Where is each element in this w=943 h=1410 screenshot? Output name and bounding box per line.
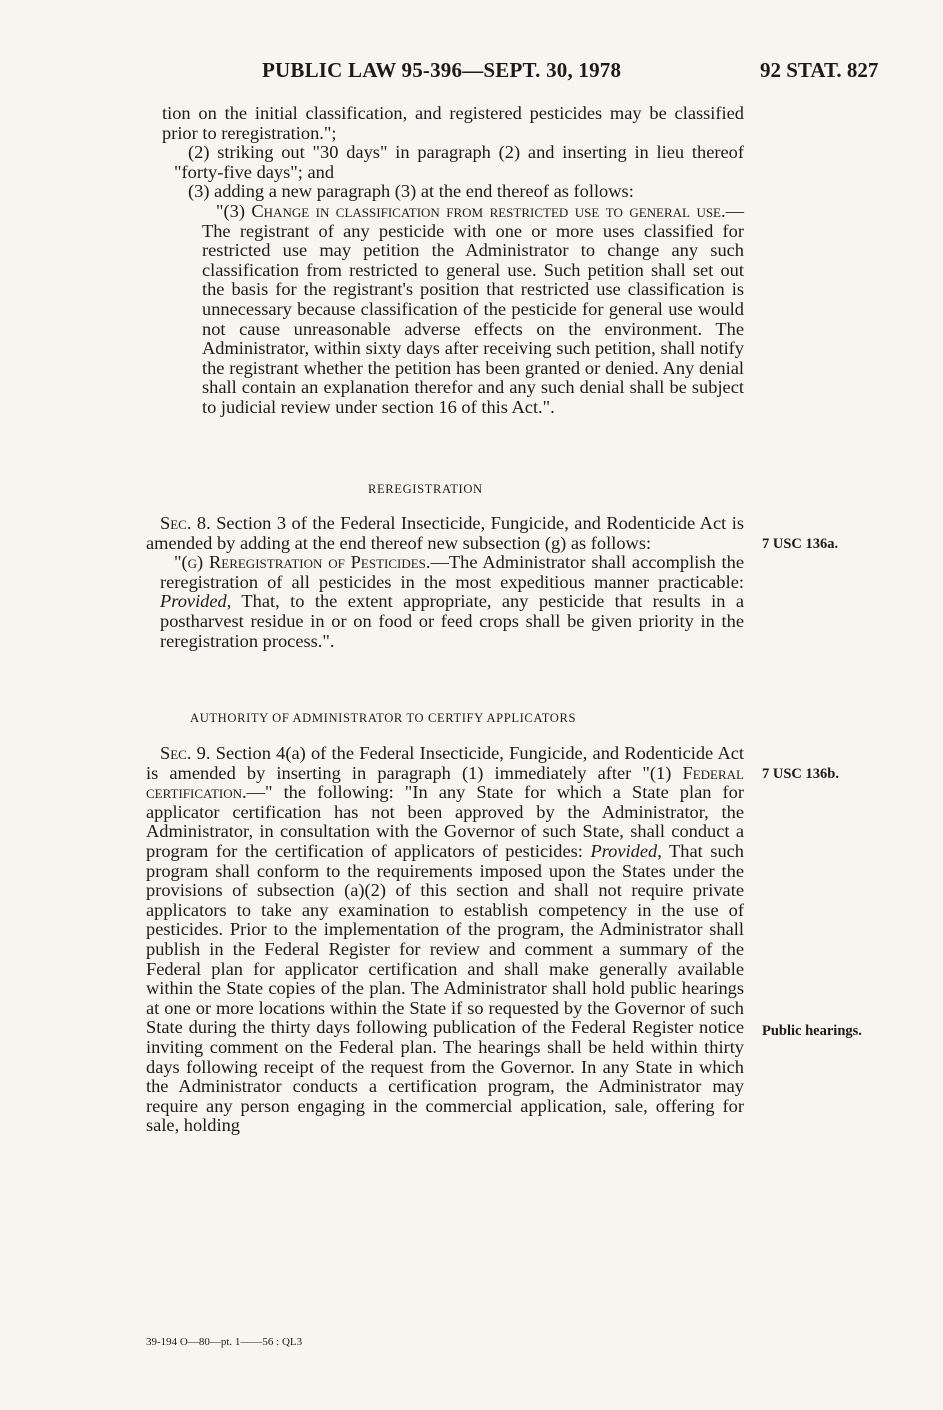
- running-header-title: PUBLIC LAW 95-396—SEPT. 30, 1978: [262, 58, 622, 82]
- section-9-federal-certification: Federal certification.: [146, 762, 744, 803]
- section-8-label: Sec. 8.: [160, 513, 211, 533]
- section-8-paragraph: [146, 514, 744, 553]
- printer-footer: 39-194 O—80—pt. 1——56 : QL3: [146, 1336, 303, 1348]
- section-7-continuation: [162, 103, 744, 418]
- section-8-quote-a: —The Administrator shall accomplish the reregistration of all pesticides in the most expeditious manner practicable:: [160, 552, 744, 592]
- section-9-text-b: —" the following: "In any State for which a State plan for applicator certification has not been approved by the Administrator, the Administrator, in consultation with the Governor of such State, shall conduct a program for the certification of applicators of pesticides:: [146, 782, 744, 861]
- section-9-provided: Provided: [590, 840, 658, 861]
- section-8-heading: REREGISTRATION: [368, 482, 483, 496]
- section-9-text-a: Section 4(a) of the Federal Insecticide, Fungicide, and Rodenticide Act is amended by inserting in paragraph (1) immediately after "(1): [146, 743, 744, 783]
- section-9: [146, 744, 744, 1136]
- quoted-paragraph-3: [202, 202, 744, 418]
- running-header-stat: 92 STAT. 827: [760, 58, 879, 82]
- section-8-quote-heading: "(g) Reregistration of Pesticides.: [174, 552, 431, 573]
- section-8-quote: [160, 553, 744, 651]
- section-8-quote-b: , That, to the extent appropriate, any pesticide that results in a postharvest residue in or on food or feed crops shall be given priority in the reregistration process.".: [160, 591, 744, 651]
- section-8-text: Section 3 of the Federal Insecticide, Fungicide, and Rodenticide Act is amended by adding at the end thereof new subsection (g) as follows:: [146, 513, 744, 553]
- margin-note-public-hearings: Public hearings.: [762, 1023, 862, 1039]
- paragraph-continuation: tion on the initial classification, and registered pesticides may be classified prior to reregistration.";: [162, 103, 744, 143]
- paragraph-item-2: (2) striking out "30 days" in paragraph (2) and inserting in lieu thereof "forty-five days"; and: [174, 142, 744, 182]
- section-9-text-c: , That such program shall conform to the requirements imposed upon the States under the provisions of subsection (a)(2) of this section and shall not require private applicators to take any examination to establish competency in the use of pesticides. Prior to the implementation of the program, the Administrator shall publish in the Federal Register for review and comment a summary of the Federal plan for applicator certification and shall make generally available within the State copies of the plan. The Administrator shall hold public hearings at one or more locations within the State if so requested by the Governor of such State during the thirty days following publication of the Federal Register notice inviting comment on the Federal plan. The hearings shall be held within thirty days following receipt of the request from the Governor. In any State in which the Administrator conducts a certification program, the Administrator may require any person engaging in the commercial application, sale, offering for sale, holding: [146, 840, 744, 1136]
- section-8-provided: Provided: [160, 591, 227, 612]
- quoted-paragraph-body: —The registrant of any pesticide with one or more uses classified for restricted use may petition the Administrator to change any such classification from restricted to general use. Such petition shall set out the basis for the registrant's position that restricted use classification is unnecessary because classification of the pesticide for general use would not cause unreasonable adverse effects on the environment. The Administrator, within sixty days after receiving such petition, shall notify the registrant whether the petition has been granted or denied. Any denial shall contain an explanation therefor and any such denial shall be subject to judicial review under section 16 of this Act.".: [202, 200, 744, 417]
- paragraph-item-3: (3) adding a new paragraph (3) at the end thereof as follows:: [188, 181, 634, 202]
- section-8: [146, 514, 744, 651]
- margin-note-7-usc-136a: 7 USC 136a.: [762, 536, 839, 552]
- section-9-label: Sec. 9.: [160, 743, 211, 763]
- quoted-paragraph-heading: "(3) Change in classification from restricted use to general use.: [216, 200, 726, 221]
- margin-note-7-usc-136b: 7 USC 136b.: [762, 766, 839, 782]
- section-9-paragraph: [146, 744, 744, 1136]
- section-9-heading: AUTHORITY OF ADMINISTRATOR TO CERTIFY APPLICATORS: [190, 711, 577, 725]
